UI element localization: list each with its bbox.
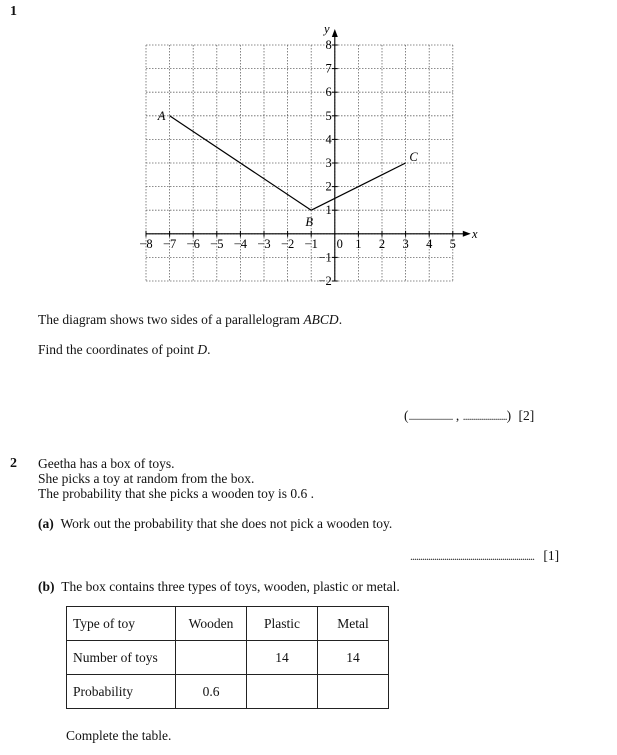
table-cell: Probability xyxy=(67,675,176,709)
x-tick-label: −2 xyxy=(280,236,295,251)
point-name: D xyxy=(197,342,208,357)
q2-line1: Geetha has a box of toys. xyxy=(38,456,175,471)
q1-prompt: Find the coordinates of point D. xyxy=(38,342,211,357)
q2-instruction: Complete the table. xyxy=(66,728,172,743)
point-label-c: C xyxy=(409,150,418,164)
part-a: (a) Work out the probability that she does not pick a wooden toy. xyxy=(38,516,393,531)
table-cell: Plastic xyxy=(247,607,318,641)
table-cell-input[interactable] xyxy=(318,675,389,709)
part-b-label: (b) xyxy=(38,579,55,594)
tick-labels xyxy=(139,22,478,288)
x-tick-label: 3 xyxy=(402,236,409,251)
x-tick-label: 1 xyxy=(355,236,362,251)
question-number-2: 2 xyxy=(10,456,17,471)
table-cell: Type of toy xyxy=(67,607,176,641)
table-row xyxy=(67,675,389,709)
part-a-answer-line[interactable]: .............................................................. [1] xyxy=(410,548,560,563)
x-tick-label: −8 xyxy=(139,236,153,251)
y-tick-label: 1 xyxy=(325,203,332,218)
coordinate-grid xyxy=(128,16,488,296)
y-tick-label: 5 xyxy=(325,108,332,123)
table-cell: 14 xyxy=(318,641,389,675)
x-tick-label: −1 xyxy=(304,236,318,251)
q2-line3: The probability that she picks a wooden toy is 0.6 . xyxy=(38,486,314,501)
table-row xyxy=(67,641,389,675)
table-cell: 14 xyxy=(247,641,318,675)
y-tick-label: 4 xyxy=(325,132,332,147)
part-b: (b) The box contains three types of toys, wooden, plastic or metal. xyxy=(38,579,400,594)
y-axis-arrow xyxy=(332,29,338,37)
x-tick-label: −3 xyxy=(257,236,271,251)
x-tick-label: 5 xyxy=(449,236,456,251)
table-cell: Metal xyxy=(318,607,389,641)
question-number-1: 1 xyxy=(10,4,17,19)
y-tick-label: −1 xyxy=(318,250,332,265)
y-tick-label: 7 xyxy=(325,61,332,76)
x-axis-arrow xyxy=(463,231,471,237)
point-label-b: B xyxy=(305,215,314,230)
q1-marks: [2] xyxy=(518,408,535,423)
table-cell-input[interactable] xyxy=(176,641,247,675)
x-tick-label: 4 xyxy=(426,236,433,251)
x-tick-label: −4 xyxy=(233,236,248,251)
x-tick-label: −6 xyxy=(186,236,200,251)
table-cell-input[interactable] xyxy=(247,675,318,709)
y-tick-label: 2 xyxy=(325,179,332,194)
q1-statement: The diagram shows two sides of a parallelogram ABCD. xyxy=(38,312,343,327)
part-a-label: (a) xyxy=(38,516,54,531)
toy-table xyxy=(66,606,389,709)
q2-line2: She picks a toy at random from the box. xyxy=(38,471,255,486)
y-axis-label: y xyxy=(324,22,330,36)
point-label-a: A xyxy=(157,108,166,123)
y-tick-label: 3 xyxy=(325,156,332,170)
x-tick-label: 0 xyxy=(336,236,343,251)
q1-answer-line[interactable]: (...................... , ......................) [2] xyxy=(404,408,535,423)
table-cell: Wooden xyxy=(176,607,247,641)
table-row xyxy=(67,607,389,641)
x-tick-label: −7 xyxy=(162,236,177,251)
x-axis-label: x xyxy=(472,226,478,241)
table-cell: 0.6 xyxy=(176,675,247,709)
y-tick-label: −2 xyxy=(318,274,332,288)
x-tick-label: −5 xyxy=(210,236,224,251)
y-tick-label: 6 xyxy=(325,85,332,100)
shape-name: ABCD xyxy=(303,312,339,327)
part-a-marks: [1] xyxy=(543,548,560,563)
y-tick-label: 8 xyxy=(325,38,332,52)
table-cell: Number of toys xyxy=(67,641,176,675)
x-tick-label: 2 xyxy=(378,236,386,251)
